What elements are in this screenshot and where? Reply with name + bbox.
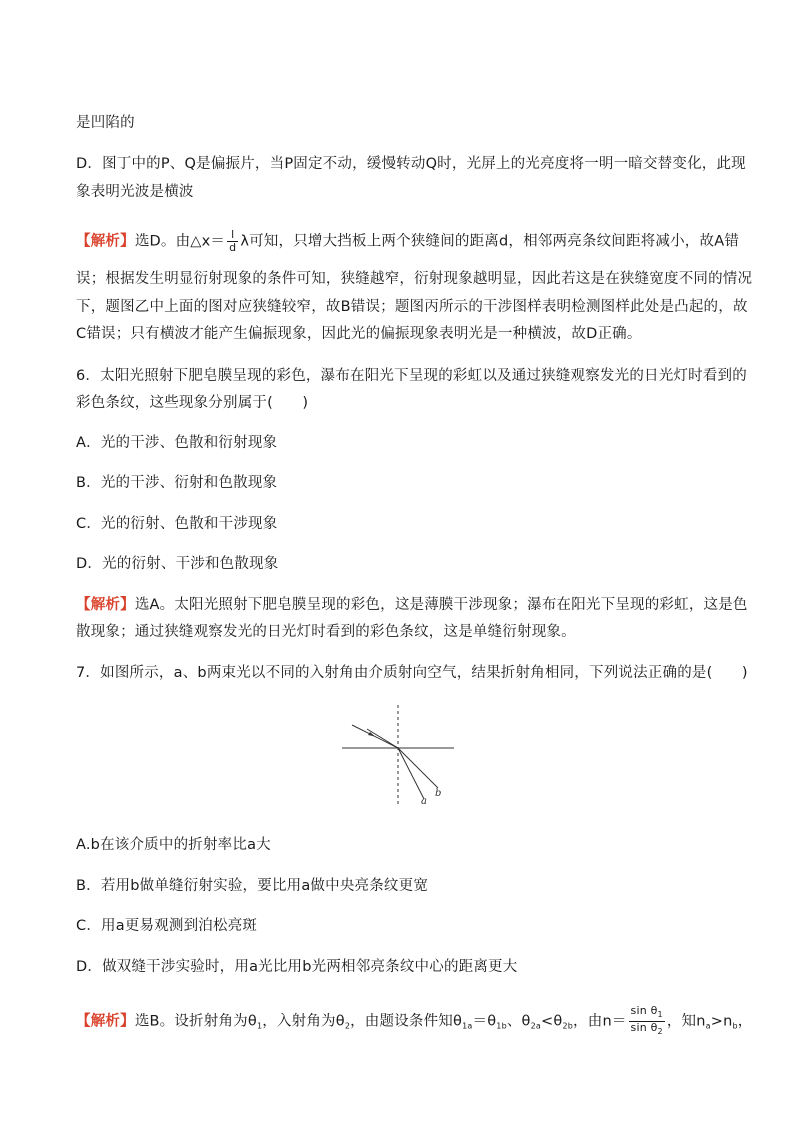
option-d-line: D．图丁中的P、Q是偏振片，当P固定不动，缓慢转动Q时，光屏上的光亮度将一明一暗交替变化，此现 [76,156,746,172]
text-line: 象表明光波是横波 [76,184,194,200]
analysis-text: 选B。设折射角为θ [134,1013,257,1030]
refraction-diagram [342,705,454,805]
question-6-stem: 6．太阳光照射下肥皂膜呈现的彩色，瀑布在阳光下呈现的彩虹以及通过狭缝观察发光的日光灯时看到的 [76,368,747,384]
text-line: 是凹陷的 [76,115,135,131]
analysis-tag: 【解析】 [76,597,135,613]
label-b: b [435,788,442,799]
subscript: 1b [496,1021,507,1031]
subscript: a [705,1021,711,1031]
subscript: 2a [530,1021,542,1031]
analysis-text: ，入射角为θ [262,1013,345,1030]
text-line: 误；根据发生明显衍射现象的条件可知，狭缝越窄，衍射现象越明显，因此若这是在狭缝宽度不同的情况 [76,271,753,287]
text-line: 散现象；通过狭缝观察发光的日光灯时看到的彩色条纹，这是单缝衍射现象。 [76,624,576,640]
analysis-tag: 【解析】 [76,233,135,250]
fraction-l-over-d [227,229,238,254]
subscript: b [732,1021,738,1031]
subscript: 2 [344,1021,351,1031]
subscript: 1a [462,1021,473,1031]
option-c: C．用a更易观测到泊松亮斑 [76,918,258,934]
question-7-stem: 7．如图所示，a、b两束光以不同的入射角由介质射向空气，结果折射角相同，下列说法正确的是( ) [76,665,748,681]
text-line: 下，题图乙中上面的图对应狭缝较窄，故B错误；题图丙所示的干涉图样表明检测图样此处是凸起的，故 [76,299,748,315]
option-d: D．做双缝干涉实验时，用a光比用b光两相邻亮条纹中心的距离更大 [76,959,518,975]
analysis-text: 选A。太阳光照射下肥皂膜呈现的彩色，这是薄膜干涉现象；瀑布在阳光下呈现的彩虹，这是色 [134,597,748,613]
fraction-denominator-text: sin θ [630,1021,658,1034]
analysis-text: ，由n＝ [573,1013,627,1030]
option-a: A．光的干涉、色散和衍射现象 [76,435,278,451]
analysis-text: ＝θ [472,1013,497,1030]
analysis-text: <θ [541,1013,563,1030]
fraction-denominator [629,1022,665,1038]
subscript: 2b [562,1021,574,1031]
refracted-ray-a [398,748,424,799]
analysis-text: λ可知，只增大挡板上两个狭缝间的距离d，相邻两亮条纹间距将减小，故A错 [240,233,740,250]
analysis-line [76,1005,752,1038]
fraction-numerator [629,1005,665,1022]
fraction-numerator: l [227,229,238,242]
text-line: 彩色条纹，这些现象分别属于( ) [76,395,309,411]
analysis-text: ，知n [666,1013,706,1030]
analysis-text: >n [710,1013,733,1030]
analysis-text: 选D。由△x＝ [134,233,226,250]
subscript: 2 [657,1027,663,1036]
refraction-figure [342,705,454,805]
analysis-text: ， [737,1013,753,1030]
fraction-denominator: d [229,241,237,254]
analysis-text: ，由题设条件知θ [350,1013,463,1030]
label-a: a [421,796,427,805]
fraction-numerator-text: sin θ [630,1004,658,1017]
option-b: B．光的干涉、衍射和色散现象 [76,475,278,491]
option-a: A.b在该介质中的折射率比a大 [76,837,271,853]
option-b: B．若用b做单缝衍射实验，要比用a做中央亮条纹更宽 [76,878,429,894]
fraction-sin-ratio [629,1005,665,1038]
refracted-ray-b [398,748,438,788]
analysis-text: 、θ [506,1013,531,1030]
analysis-line [76,229,739,254]
option-d: D．光的衍射、干涉和色散现象 [76,556,279,572]
option-c: C．光的衍射、色散和干涉现象 [76,516,278,532]
text-line: C错误；只有横波才能产生偏振现象，因此光的偏振现象表明光是一种横波，故D正确。 [76,326,642,342]
incident-ray-a [367,729,398,748]
analysis-line [76,595,748,615]
subscript: 1 [256,1021,263,1031]
analysis-tag: 【解析】 [76,1013,135,1030]
subscript: 1 [657,1010,663,1019]
